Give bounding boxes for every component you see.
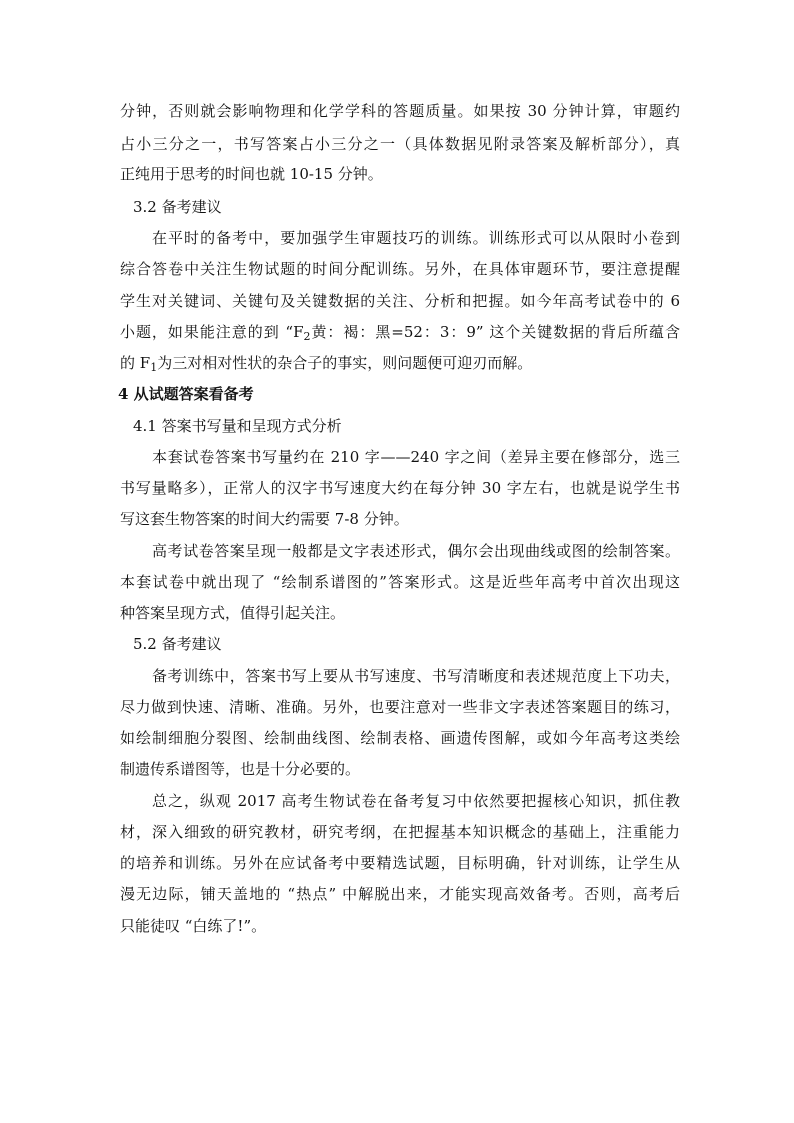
paragraph-line: 在平时的备考中，要加强学生审题技巧的训练。训练形式可以从限时小卷到	[152, 229, 680, 247]
subscript: 1	[150, 361, 158, 374]
paragraph-line: 高考试卷答案呈现一般都是文字表述形式，偶尔会出现曲线或图的绘制答案。	[152, 542, 680, 560]
text-run: 黄：褐：黑=52：3：9” 这个关键数据的背后所蕴含	[310, 323, 680, 341]
paragraph-line: 材，深入细致的研究教材，研究考纲，在把握基本知识概念的基础上，注重能力	[120, 823, 680, 841]
paragraph-line: 种答案呈现方式，值得引起关注。	[120, 604, 346, 622]
section-heading-3-2: 3.2 备考建议	[133, 198, 222, 216]
paragraph-line: 书写量略多），正常人的汉字书写速度大约在每分钟 30 字左右，也就是说学生书	[120, 479, 680, 497]
paragraph-line: 学生对关键词、关键句及关键数据的关注、分析和把握。如今年高考试卷中的 6	[120, 292, 680, 310]
paragraph-line: 漫无边际，铺天盖地的 “热点” 中解脱出来，才能实现高效备考。否则，高考后	[120, 885, 680, 903]
paragraph-line: 综合答卷中关注生物试题的时间分配训练。另外，在具体审题环节，要注意提醒	[120, 260, 680, 278]
subscript: 2	[303, 330, 311, 343]
paragraph-line: 正纯用于思考的时间也就 10-15 分钟。	[120, 165, 383, 183]
paragraph-line: 分钟，否则就会影响物理和化学学科的答题质量。如果按 30 分钟计算，审题约	[120, 102, 680, 120]
text-run: 的 F	[120, 354, 151, 372]
section-heading-5-2: 5.2 备考建议	[133, 635, 222, 653]
paragraph-line: 本套试卷答案书写量约在 210 字——240 字之间（差异主要在修部分，选三	[152, 448, 680, 466]
paragraph-line: 写这套生物答案的时间大约需要 7-8 分钟。	[120, 510, 409, 528]
paragraph-line: 只能徒叹 “白练了!”。	[120, 917, 267, 935]
text-run: 为三对相对性状的杂合子的事实，则问题便可迎刃而解。	[157, 354, 533, 372]
paragraph-line	[120, 321, 680, 343]
section-heading-4: 4 从试题答案看备考	[118, 385, 254, 403]
section-heading-4-1: 4.1 答案书写量和呈现方式分析	[133, 417, 342, 435]
paragraph-line: 制遗传系谱图等，也是十分必要的。	[120, 760, 361, 778]
paragraph-line: 备考训练中，答案书写上要从书写速度、书写清晰度和表述规范度上下功夫，	[152, 667, 680, 685]
paragraph-line: 占小三分之一，书写答案占小三分之一（具体数据见附录答案及解析部分），真	[120, 135, 680, 153]
paragraph-line: 的培养和训练。另外在应试备考中要精选试题，目标明确，针对训练，让学生从	[120, 854, 680, 872]
paragraph-line: 总之，纵观 2017 高考生物试卷在备考复习中依然要把握核心知识，抓住教	[152, 792, 680, 810]
paragraph-line: 本套试卷中就出现了 “绘制系谱图的”答案形式。这是近些年高考中首次出现这	[120, 573, 680, 591]
paragraph-line: 如绘制细胞分裂图、绘制曲线图、绘制表格、画遗传图解，或如今年高考这类绘	[120, 729, 680, 747]
text-run: 小题，如果能注意的到 “F	[120, 323, 304, 341]
paragraph-line: 尽力做到快速、清晰、准确。另外，也要注意对一些非文字表述答案题目的练习，	[120, 698, 680, 716]
paragraph-line	[120, 352, 680, 374]
